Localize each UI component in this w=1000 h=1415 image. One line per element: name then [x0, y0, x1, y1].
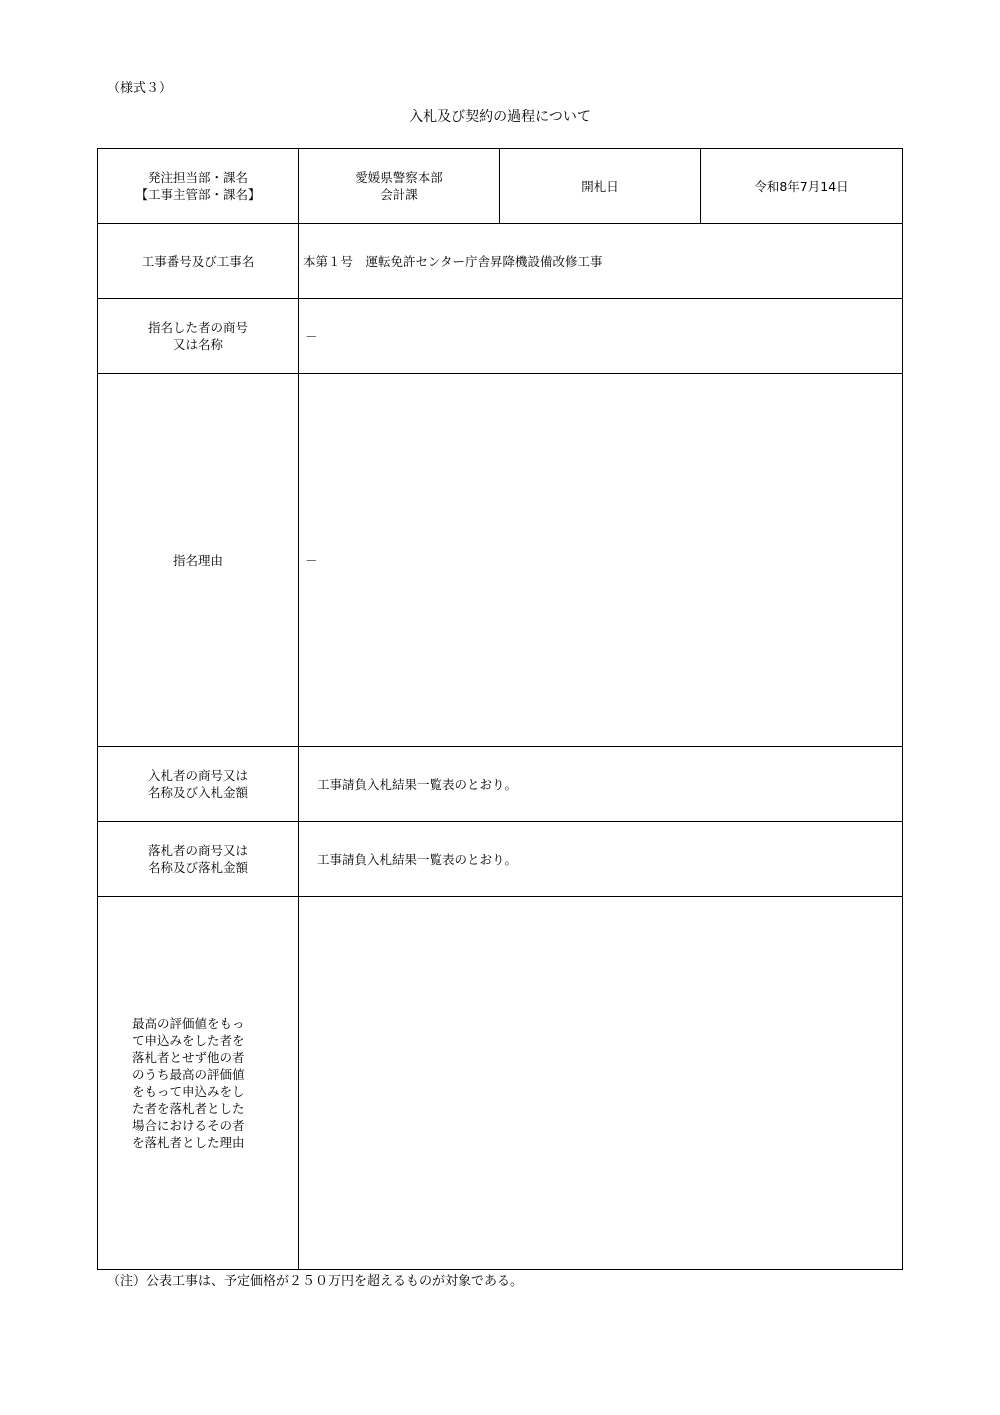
bidders-row — [98, 747, 903, 822]
winner-label-line2: 名称及び落札金額 — [147, 860, 248, 875]
nominee-label-line2: 又は名称 — [172, 337, 223, 352]
alternate-label-line: て申込みをした者を — [132, 1033, 245, 1048]
opening-date-value-cell: 令和8年7月14日 — [701, 149, 903, 224]
nominee-label-line1: 指名した者の商号 — [147, 320, 248, 335]
bidders-label-cell — [98, 747, 299, 822]
nominee-label-cell — [98, 299, 299, 374]
bidders-label-line1: 入札者の商号又は — [147, 768, 248, 783]
nominee-value-cell: － — [299, 299, 903, 374]
footnote: （注）公表工事は、予定価格が２５０万円を超えるものが対象である。 — [107, 1274, 524, 1289]
project-label-cell: 工事番号及び工事名 — [98, 224, 299, 299]
project-row — [98, 224, 903, 299]
department-label-line1: 発注担当部・課名 — [147, 170, 248, 185]
department-label-cell — [98, 149, 299, 224]
alternate-value-cell — [299, 897, 903, 1270]
department-value-cell — [299, 149, 500, 224]
department-label-line2: 【工事主管部・課名】 — [135, 187, 261, 202]
alternate-label-line: のうち最高の評価値 — [132, 1067, 245, 1082]
bidders-value-cell: 工事請負入札結果一覧表のとおり。 — [299, 747, 903, 822]
department-value-line1: 愛媛県警察本部 — [355, 170, 443, 185]
alternate-label-line: を落札者とした理由 — [132, 1135, 245, 1150]
winner-row — [98, 822, 903, 897]
alternate-label-line: 最高の評価値をもっ — [132, 1016, 245, 1031]
alternate-label-cell — [98, 897, 299, 1270]
nominee-row — [98, 299, 903, 374]
opening-date-label-cell: 開札日 — [500, 149, 701, 224]
alternate-label-line: をもって申込みをし — [132, 1084, 245, 1099]
winner-label-cell — [98, 822, 299, 897]
alternate-label-line: た者を落札者とした — [132, 1101, 245, 1116]
reason-value-cell: － — [299, 374, 903, 747]
department-value-line2: 会計課 — [380, 187, 418, 202]
form-number-label: （様式３） — [107, 81, 173, 96]
project-value-cell: 本第１号 運転免許センター庁舎昇降機設備改修工事 — [299, 224, 903, 299]
alternate-label-line: 落札者とせず他の者 — [132, 1050, 245, 1065]
document-title: 入札及び契約の過程について — [409, 109, 591, 125]
winner-label-line1: 落札者の商号又は — [147, 843, 248, 858]
alternate-label-text — [132, 1015, 264, 1151]
alternate-winner-row — [98, 897, 903, 1270]
bidders-label-line2: 名称及び入札金額 — [147, 785, 248, 800]
alternate-label-line: 場合におけるその者 — [132, 1118, 245, 1133]
reason-label-cell: 指名理由 — [98, 374, 299, 747]
department-row — [98, 149, 903, 224]
procurement-form-table — [97, 148, 903, 1270]
reason-row — [98, 374, 903, 747]
winner-value-cell: 工事請負入札結果一覧表のとおり。 — [299, 822, 903, 897]
